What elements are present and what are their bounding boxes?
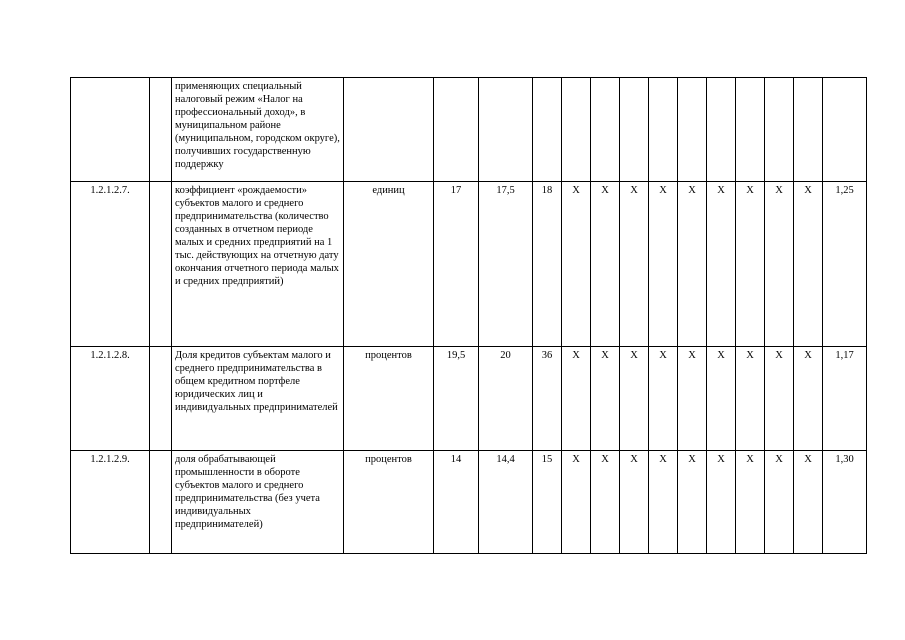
x-cell: Х (678, 182, 707, 347)
x-cell: Х (736, 347, 765, 451)
value-cell (434, 78, 479, 182)
row-number: 1.2.1.2.7. (71, 182, 150, 347)
value-cell: 15 (533, 451, 562, 554)
final-value-cell (823, 78, 867, 182)
value-cell: 17,5 (479, 182, 533, 347)
value-cell: 14 (434, 451, 479, 554)
value-cell: 19,5 (434, 347, 479, 451)
blank-cell (150, 78, 172, 182)
x-cell: Х (765, 347, 794, 451)
unit-cell: процентов (344, 451, 434, 554)
value-cell (533, 78, 562, 182)
x-cell: Х (765, 182, 794, 347)
x-cell: Х (736, 451, 765, 554)
blank-cell (150, 451, 172, 554)
x-cell: Х (794, 182, 823, 347)
x-cell (649, 78, 678, 182)
x-cell (736, 78, 765, 182)
indicator-name: Доля кредитов субъектам малого и среднего предпринимательства в общем кредитном портфеле юридических лиц и индивидуальных предпринимателей (172, 347, 344, 451)
x-cell: Х (649, 451, 678, 554)
x-cell: Х (707, 182, 736, 347)
x-cell (794, 78, 823, 182)
x-cell: Х (562, 451, 591, 554)
unit-cell (344, 78, 434, 182)
x-cell (707, 78, 736, 182)
x-cell: Х (591, 451, 620, 554)
value-cell: 20 (479, 347, 533, 451)
x-cell: Х (707, 451, 736, 554)
table-row (71, 451, 867, 554)
value-cell: 17 (434, 182, 479, 347)
unit-cell: единиц (344, 182, 434, 347)
x-cell: Х (591, 347, 620, 451)
table-row (71, 182, 867, 347)
final-value-cell: 1,30 (823, 451, 867, 554)
value-cell (479, 78, 533, 182)
x-cell: Х (765, 451, 794, 554)
value-cell: 18 (533, 182, 562, 347)
x-cell: Х (620, 451, 649, 554)
x-cell: Х (620, 347, 649, 451)
final-value-cell: 1,17 (823, 347, 867, 451)
x-cell (620, 78, 649, 182)
value-cell: 36 (533, 347, 562, 451)
unit-cell: процентов (344, 347, 434, 451)
x-cell (591, 78, 620, 182)
final-value-cell: 1,25 (823, 182, 867, 347)
x-cell: Х (794, 347, 823, 451)
x-cell: Х (620, 182, 649, 347)
x-cell: Х (591, 182, 620, 347)
x-cell: Х (649, 182, 678, 347)
x-cell (765, 78, 794, 182)
indicator-name: коэффициент «рождаемости» субъектов малого и среднего предпринимательства (количество созданных в отчетном периоде малых и средних предприятий на 1 тыс. действующих на отчетную дату окончания отчетного периода малых и средних предприятий) (172, 182, 344, 347)
x-cell (562, 78, 591, 182)
x-cell: Х (562, 182, 591, 347)
indicator-name: доля обрабатывающей промышленности в обороте субъектов малого и среднего предпринимательства (без учета индивидуальных предпринимателей) (172, 451, 344, 554)
x-cell: Х (794, 451, 823, 554)
table-row (71, 78, 867, 182)
x-cell: Х (736, 182, 765, 347)
blank-cell (150, 182, 172, 347)
x-cell: Х (649, 347, 678, 451)
indicator-name: применяющих специальный налоговый режим «Налог на профессиональный доход», в муниципальном районе (муниципальном, городском округе), получивших государственную поддержку (172, 78, 344, 182)
x-cell: Х (678, 451, 707, 554)
row-number: 1.2.1.2.9. (71, 451, 150, 554)
table-row (71, 347, 867, 451)
x-cell (678, 78, 707, 182)
indicators-table (70, 77, 867, 554)
x-cell: Х (707, 347, 736, 451)
x-cell: Х (562, 347, 591, 451)
x-cell: Х (678, 347, 707, 451)
value-cell: 14,4 (479, 451, 533, 554)
row-number: 1.2.1.2.8. (71, 347, 150, 451)
row-number (71, 78, 150, 182)
blank-cell (150, 347, 172, 451)
